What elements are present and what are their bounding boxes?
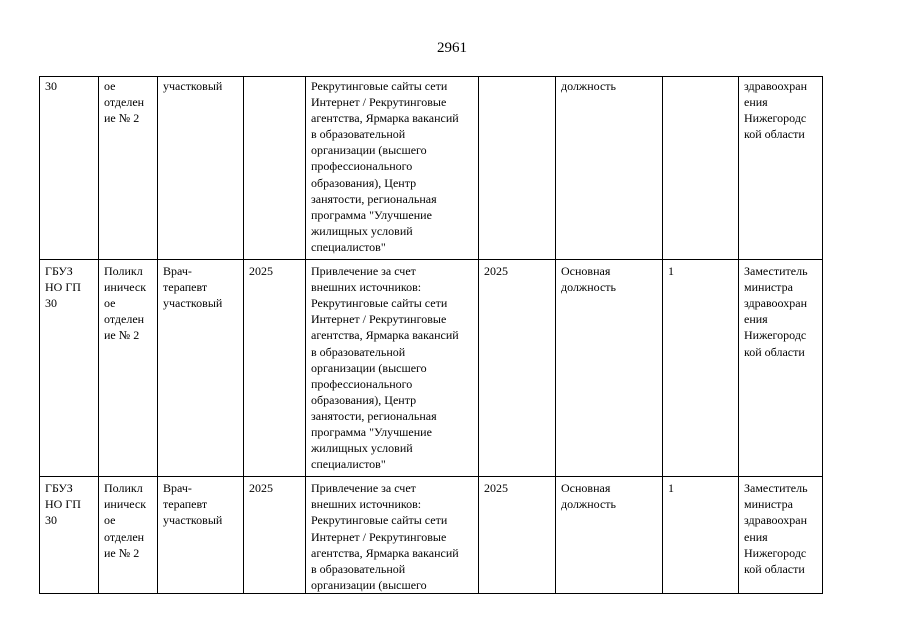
table-row [40,477,823,594]
year-cell [244,77,306,260]
year-cell: 2025 [244,260,306,477]
page-number: 2961 [437,40,467,56]
position-cell: Врач- терапевт участковый [158,477,244,594]
year2-cell: 2025 [479,260,556,477]
department-cell: Поликл иническ ое отделен ие № 2 [99,260,158,477]
position-type-cell: должность [556,77,663,260]
source-cell: Привлечение за счет внешних источников: Рекрутинговые сайты сети Интернет / Рекрутинговые агентства, Ярмарка вакансий в образовательной организации (высшего [306,477,479,594]
year-cell: 2025 [244,477,306,594]
position-cell: участковый [158,77,244,260]
source-cell: Рекрутинговые сайты сети Интернет / Рекрутинговые агентства, Ярмарка вакансий в образовательной организации (высшего профессионального образования), Центр занятости, региональная программа "Улучшение жилищных условий специалистов" [306,77,479,260]
org-cell: 30 [40,77,99,260]
org-cell: ГБУЗ НО ГП 30 [40,477,99,594]
department-cell: Поликл иническ ое отделен ие № 2 [99,477,158,594]
responsible-cell: здравоохран ения Нижегородс кой области [739,77,823,260]
count-cell [663,77,739,260]
year2-cell [479,77,556,260]
department-cell: ое отделен ие № 2 [99,77,158,260]
table-row [40,77,823,260]
org-cell: ГБУЗ НО ГП 30 [40,260,99,477]
source-cell: Привлечение за счет внешних источников: Рекрутинговые сайты сети Интернет / Рекрутинговые агентства, Ярмарка вакансий в образовательной организации (высшего профессионального образования), Центр занятости, региональная программа "Улучшение жилищных условий специалистов" [306,260,479,477]
count-cell: 1 [663,260,739,477]
position-cell: Врач- терапевт участковый [158,260,244,477]
position-type-cell: Основная должность [556,260,663,477]
responsible-cell: Заместитель министра здравоохран ения Нижегородс кой области [739,260,823,477]
count-cell: 1 [663,477,739,594]
staffing-table [39,76,823,594]
responsible-cell: Заместитель министра здравоохран ения Нижегородс кой области [739,477,823,594]
year2-cell: 2025 [479,477,556,594]
table-row [40,260,823,477]
position-type-cell: Основная должность [556,477,663,594]
